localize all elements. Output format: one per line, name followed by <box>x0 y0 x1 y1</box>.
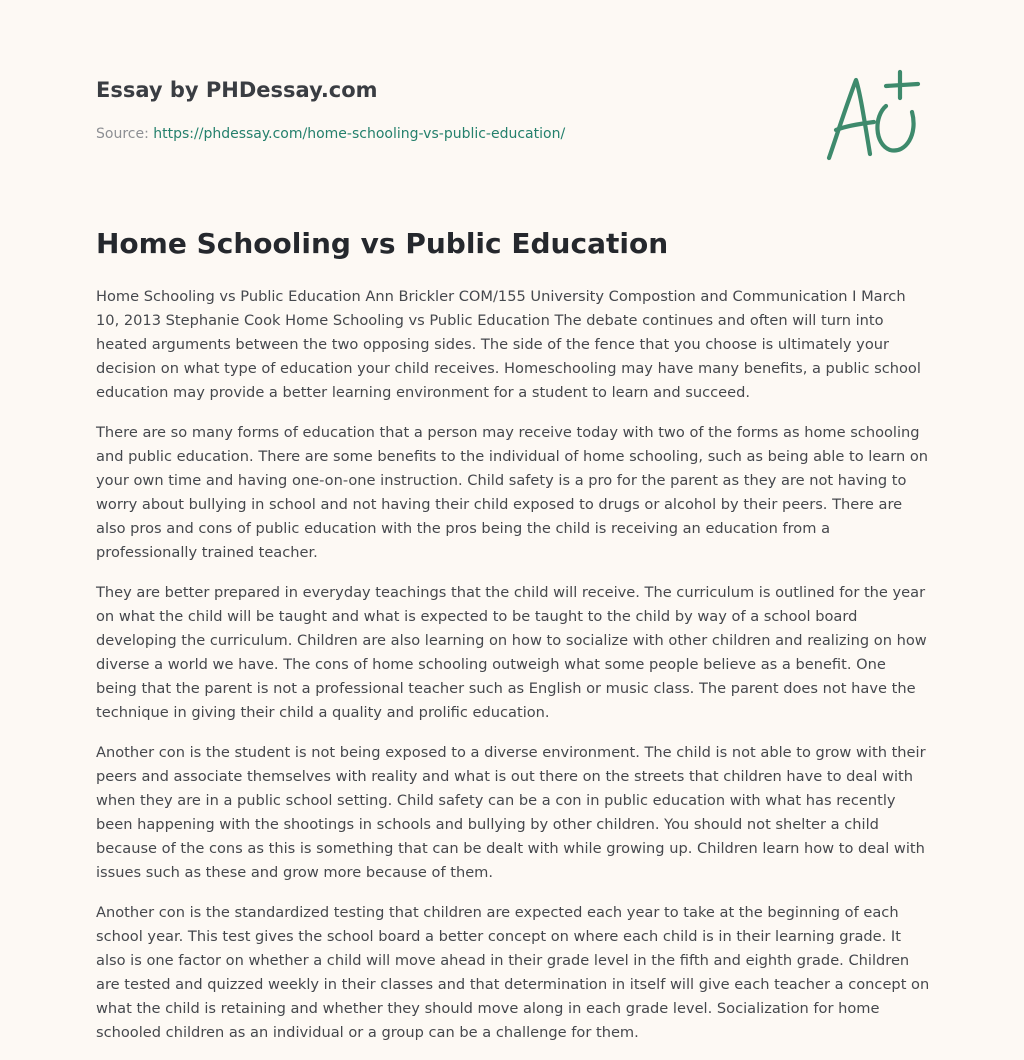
page-header <box>96 76 796 144</box>
a-plus-grade-icon <box>822 68 926 164</box>
source-link[interactable]: https://phdessay.com/home-schooling-vs-public-education/ <box>153 126 566 142</box>
essay-paragraph: Another con is the student is not being exposed to a diverse environment. The child is not able to grow with their peers and associate themselves with reality and what is out there on the streets that children have to deal with when they are in a public school setting. Child safety can be a con in public education with what has recently been happening with the shootings in schools and bullying by other children. You should not shelter a child because of the cons as this is something that can be dealt with while growing up. Children learn how to deal with issues such as these and grow more because of them. <box>96 744 926 881</box>
essay-title: Home Schooling vs Public Education <box>96 227 669 260</box>
site-brand: Essay by PHDessay.com <box>96 78 378 102</box>
essay-body <box>96 285 930 1060</box>
essay-paragraph: They are better prepared in everyday teachings that the child will receive. The curriculum is outlined for the year on what the child will be taught and what is expected to be taught to the child by way of a school board developing the curriculum. Children are also learning on how to socialize with other children and realizing on how diverse a world we have. The cons of home schooling outweigh what some people believe as a benefit. One being that the parent is not a professional teacher such as English or music class. The parent does not have the technique in giving their child a quality and prolific education. <box>96 584 927 721</box>
essay-paragraph: Home Schooling vs Public Education Ann Brickler COM/155 University Compostion and Communication I March 10, 2013 Stephanie Cook Home Schooling vs Public Education The debate continues and often will turn into heated arguments between the two opposing sides. The side of the fence that you choose is ultimately your decision on what type of education your child receives. Homeschooling may have many benefits, a public school education may provide a better learning environment for a student to learn and succeed. <box>96 288 921 401</box>
source-label: Source: <box>96 126 149 142</box>
source-line <box>96 124 796 144</box>
essay-paragraph: There are so many forms of education that a person may receive today with two of the forms as home schooling and public education. There are some benefits to the individual of home schooling, such as being able to learn on your own time and having one-on-one instruction. Child safety is a pro for the parent as they are not having to worry about bullying in school and not having their child exposed to drugs or alcohol by their peers. There are also pros and cons of public education with the pros being the child is receiving an education from a professionally trained teacher. <box>96 424 929 561</box>
essay-paragraph: Another con is the standardized testing that children are expected each year to take at the beginning of each school year. This test gives the school board a better concept on where each child is in their learning grade. It also is one factor on whether a child will move ahead in their grade level in the fifth and eighth grade. Children are tested and quizzed weekly in their classes and that determination in itself will give each teacher a concept on what the child is retaining and whether they should move along in each grade level. Socialization for home schooled children as an individual or a group can be a challenge for them. <box>96 904 930 1041</box>
